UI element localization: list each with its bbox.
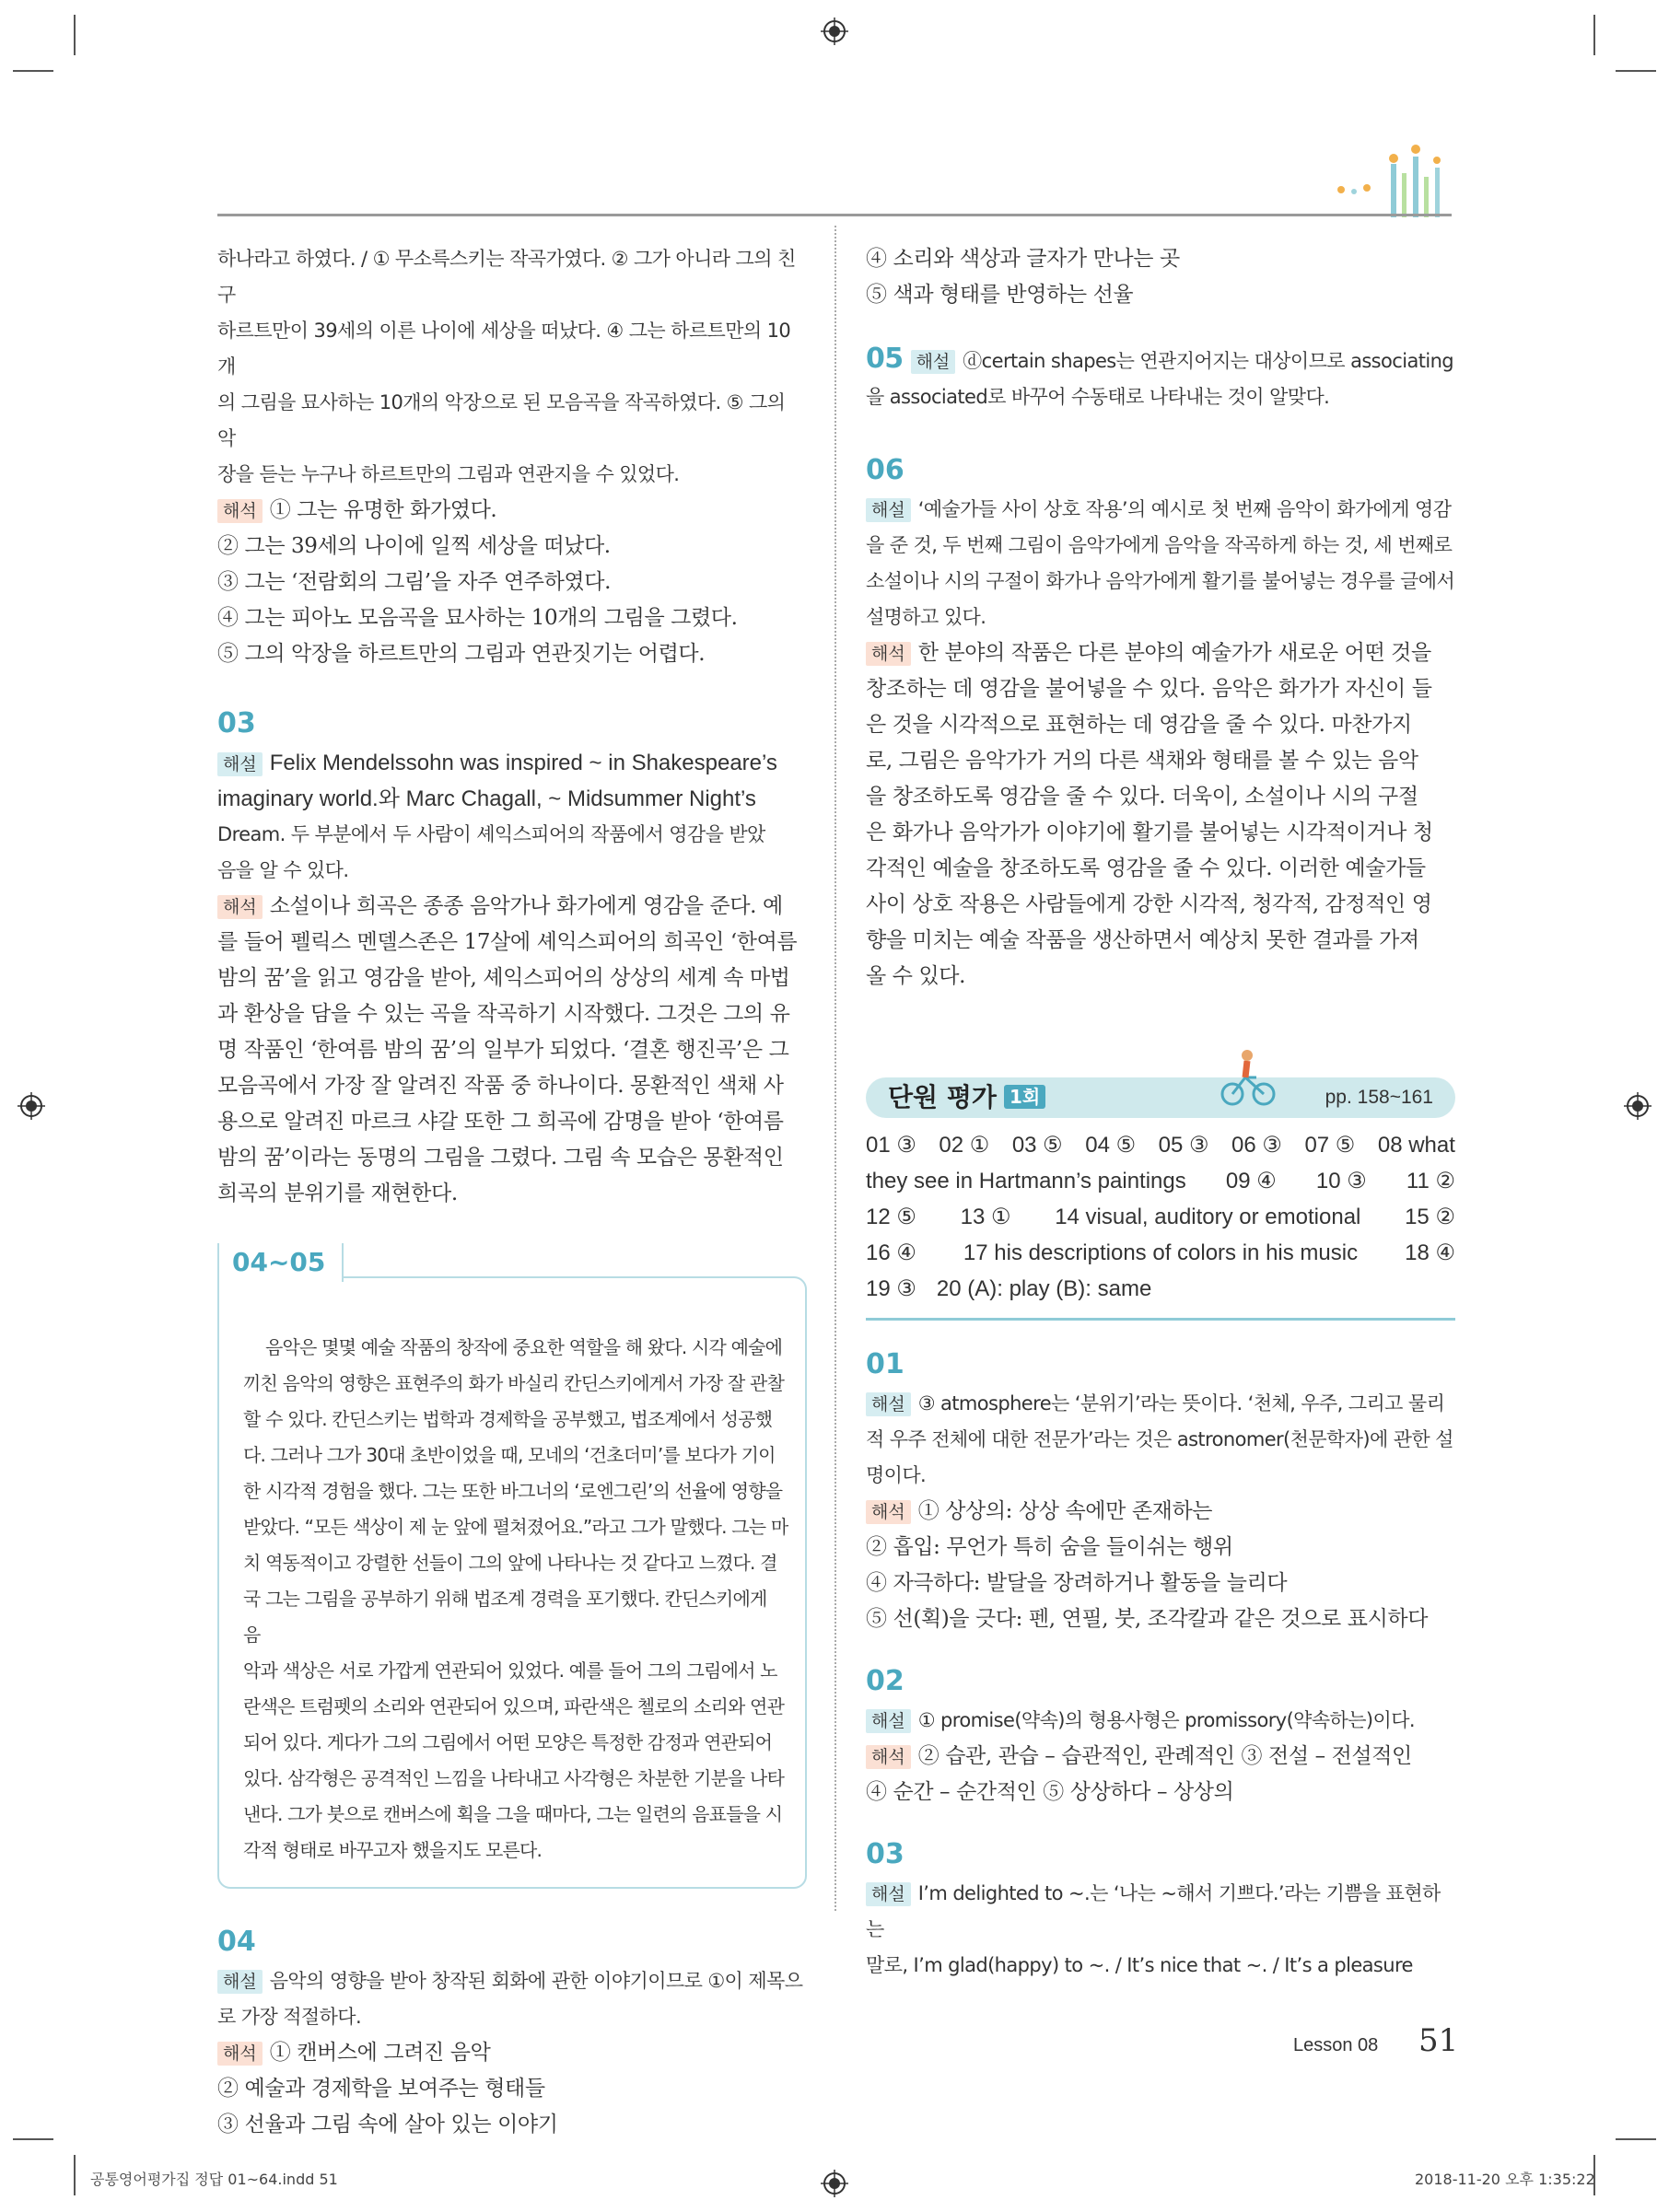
- translation-item: ⑤ 색과 형태를 반영하는 선율: [866, 283, 1134, 307]
- translation-item: ⑤ 그의 악장을 하르트만의 그림과 연관짓기는 어렵다.: [217, 642, 706, 666]
- passage-line: 받았다. “모든 색상이 제 눈 앞에 펼쳐졌어요.”라고 그가 말했다. 그는 마: [243, 1516, 788, 1538]
- answer: 19 ③: [866, 1276, 916, 1301]
- translation-item: ③ 선율과 그림 속에 살아 있는 이야기: [217, 2113, 558, 2136]
- translation-line: 창조하는 데 영감을 불어넣을 수 있다. 음악은 화가가 자신이 들: [866, 677, 1432, 701]
- crop-mark: [74, 15, 76, 55]
- translation-badge: 해석: [217, 895, 263, 919]
- answer: 03 ⑤: [1011, 1133, 1063, 1158]
- translation-item: ② 흡입: 무언가 특히 숨을 들이쉬는 행위: [866, 1535, 1233, 1559]
- translation-item: 해석 ① 캔버스에 그려진 음악: [217, 2035, 807, 2071]
- translation-line: 은 것을 시각적으로 표현하는 데 영감을 줄 수 있다. 마찬가지: [866, 713, 1412, 737]
- passage-line: 각적 형태로 바꾸고자 했을지도 모른다.: [243, 1839, 543, 1861]
- unit-test-banner: [866, 1077, 1455, 1118]
- explanation-line: imaginary world.와 Marc Chagall, ~ Midsummer Night’s: [217, 786, 756, 811]
- explanation-line: 해설 ‘예술가들 사이 상호 작용’의 예시로 첫 번째 음악이 화가에게 영감: [866, 492, 1455, 528]
- translation-badge: 해석: [866, 642, 911, 666]
- q05-explanation: 05 해설 ⓓcertain shapes는 연관지어지는 대상이므로 associating: [866, 343, 1454, 375]
- text-line: 장을 듣는 누구나 하르트만의 그림과 연관지을 수 있었다.: [217, 463, 680, 485]
- translation-item: ③ 그는 ‘전람회의 그림’을 자주 연주하였다.: [217, 570, 611, 594]
- question-number: 03: [217, 707, 256, 739]
- translation-item: ④ 소리와 색상과 글자가 만나는 곳: [866, 247, 1180, 271]
- translation-line: 해석 한 분야의 작품은 다른 분야의 예술가가 새로운 어떤 것을: [866, 635, 1455, 671]
- explanation-line: 음을 알 수 있다.: [217, 859, 349, 881]
- column-divider: [834, 226, 836, 1911]
- answer: 20 (A): play (B): same: [936, 1276, 1152, 1301]
- answer: 07 ⑤: [1304, 1133, 1356, 1158]
- translation-item: 해석 ① 상상의: 상상 속에만 존재하는: [866, 1494, 1455, 1530]
- crop-mark: [1593, 15, 1595, 55]
- explanation-badge: 해설: [911, 350, 956, 374]
- crop-mark: [13, 70, 53, 72]
- translation-line: 사이 상호 작용은 사람들에게 강한 시각적, 청각적, 감정적인 영: [866, 892, 1432, 916]
- explanation-line: 을 준 것, 두 번째 그림이 음악가에게 음악을 작곡하게 하는 것, 세 번째로: [866, 534, 1453, 556]
- print-slug-file: 공통영어평가집 정답 01~64.indd 51: [90, 2171, 338, 2188]
- answer-row: [866, 1271, 1455, 1307]
- answer: 10 ③: [1315, 1169, 1367, 1193]
- explanation-badge: 해설: [866, 1709, 911, 1733]
- bicycle-rider-icon: [1216, 1044, 1280, 1109]
- crop-mark: [13, 2138, 53, 2140]
- passage-line: 악과 색상은 서로 가깝게 연관되어 있었다. 예를 들어 그의 그림에서 노: [243, 1659, 777, 1682]
- answer: 18 ④: [1405, 1240, 1455, 1265]
- translation-line: 명 작품인 ‘한여름 밤의 꿈’의 일부가 되었다. ‘결혼 행진곡’은 그: [217, 1038, 789, 1062]
- translation-item: ④ 순간 – 순간적인 ⑤ 상상하다 – 상상의: [866, 1780, 1234, 1804]
- explanation-line: 해설 ① promise(약속)의 형용사형은 promissory(약속하는)이다.: [866, 1703, 1455, 1739]
- answer: 12 ⑤: [866, 1205, 916, 1229]
- explanation-badge: 해설: [866, 1882, 911, 1906]
- unit-round-badge: 1회: [1004, 1085, 1045, 1109]
- answer-row: [866, 1199, 1455, 1235]
- answer: 05 ③: [1158, 1133, 1209, 1158]
- answer: 13 ①: [960, 1205, 1011, 1229]
- passage-line: 란색은 트럼펫의 소리와 연관되어 있으며, 파란색은 첼로의 소리와 연관: [243, 1695, 785, 1717]
- crop-mark: [1616, 2138, 1656, 2140]
- passage-line: 국 그는 그림을 공부하기 위해 법조계 경력을 포기했다. 칸딘스키에게 음: [243, 1588, 767, 1646]
- passage-line: 할 수 있다. 칸딘스키는 법학과 경제학을 공부했고, 법조계에서 성공했: [243, 1408, 773, 1430]
- passage-line: 한 시각적 경험을 했다. 그는 또한 바그너의 ‘로엔그린’의 선율에 영향을: [243, 1480, 783, 1502]
- translation-item: ② 그는 39세의 나이에 일찍 세상을 떠났다.: [217, 534, 611, 558]
- unit-pages: pp. 158~161: [1325, 1087, 1433, 1108]
- explanation-badge: 해설: [217, 752, 263, 776]
- translation-line: 희곡의 분위기를 재현한다.: [217, 1182, 458, 1205]
- translation-item: 해석 ② 습관, 관습 – 습관적인, 관례적인 ③ 전설 – 전설적인: [866, 1739, 1455, 1775]
- print-slug-date: 2018-11-20 오후 1:35:22: [1415, 2171, 1595, 2188]
- answer: they see in Hartmann’s paintings: [866, 1169, 1186, 1193]
- answer-row: [866, 1235, 1455, 1271]
- page-number: 51: [1418, 2022, 1459, 2059]
- explanation-badge: 해설: [866, 498, 911, 522]
- translation-item: ⑤ 선(획)을 긋다: 펜, 연필, 붓, 조각칼과 같은 것으로 표시하다: [866, 1607, 1429, 1631]
- answer: 16 ④: [866, 1240, 916, 1265]
- unit-title: 단원 평가 1회: [888, 1077, 1045, 1118]
- answer: 06 ③: [1231, 1133, 1282, 1158]
- translation-badge: 해석: [866, 1500, 911, 1524]
- explanation-line: 해설 I’m delighted to ~.는 ‘나는 ~해서 기쁘다.’라는 기쁨을 표현하는: [866, 1882, 1441, 1940]
- translation-line: 해석 소설이나 희곡은 종종 음악가나 화가에게 영감을 준다. 예: [217, 889, 807, 925]
- item-text: ① 그는 유명한 화가였다.: [269, 498, 497, 522]
- question-number: 03: [866, 1838, 905, 1870]
- answer: 14 visual, auditory or emotional: [1055, 1205, 1361, 1229]
- answer-row: [866, 1127, 1455, 1163]
- translation-line: 밤의 꿈’이라는 동명의 그림을 그렸다. 그림 속 모습은 몽환적인: [217, 1146, 784, 1170]
- crop-mark: [1616, 70, 1656, 72]
- left-column: [217, 241, 807, 2143]
- translation-item: [217, 493, 807, 529]
- translation-line: 로, 그림은 음악가가 거의 다른 색채와 형태를 볼 수 있는 음악: [866, 749, 1418, 773]
- registration-mark-icon: [1624, 1092, 1651, 1120]
- explanation-line: 명이다.: [866, 1464, 927, 1486]
- question-number: 01: [866, 1348, 905, 1380]
- translation-item: ④ 자극하다: 발달을 장려하거나 활동을 늘리다: [866, 1571, 1288, 1595]
- plant-illustration-icon: [1323, 136, 1461, 219]
- explanation-badge: 해설: [866, 1392, 911, 1416]
- question-number: 02: [866, 1665, 905, 1697]
- header-rule: [217, 214, 1452, 216]
- answer: 02 ①: [939, 1133, 990, 1158]
- explanation-line: 소설이나 시의 구절이 화가나 음악가에게 활기를 불어넣는 경우를 글에서: [866, 570, 1455, 592]
- translation-line: 모음곡에서 가장 잘 알려진 작품 중 하나이다. 몽환적인 색채 사: [217, 1074, 784, 1098]
- answer: 15 ②: [1405, 1205, 1455, 1229]
- passage-line: 치 역동적이고 강렬한 선들이 그의 앞에 나타나는 것 같다고 느꼈다. 결: [243, 1552, 777, 1574]
- translation-item: ② 예술과 경제학을 보여주는 형태들: [217, 2077, 545, 2101]
- answer: 17 his descriptions of colors in his music: [963, 1240, 1359, 1265]
- translation-badge: 해석: [866, 1745, 911, 1769]
- text-line: 의 그림을 묘사하는 10개의 악장으로 된 모음곡을 작곡하였다. ⑤ 그의 악: [217, 391, 786, 449]
- right-column: [866, 241, 1455, 1984]
- lesson-label: Lesson 08: [1293, 2035, 1379, 2055]
- translation-line: 를 들어 펠릭스 멘델스존은 17살에 셰익스피어의 희곡인 ‘한여름: [217, 930, 798, 954]
- question-number: 06: [866, 454, 905, 486]
- translation-line: 향을 미치는 예술 작품을 생산하면서 예상치 못한 결과를 가져: [866, 928, 1419, 952]
- explanation-line: 해설 Felix Mendelssohn was inspired ~ in Shakespeare’s: [217, 745, 807, 781]
- text-line: 하르트만이 39세의 이른 나이에 세상을 떠났다. ④ 그는 하르트만의 10개: [217, 320, 791, 378]
- answer: 09 ④: [1225, 1169, 1277, 1193]
- translation-line: 밤의 꿈’을 읽고 영감을 받아, 셰익스피어의 상상의 세계 속 마법: [217, 966, 790, 990]
- question-number: 05: [866, 343, 904, 375]
- explanation-line: 해설 음악의 영향을 받아 창작된 회화에 관한 이야기이므로 ①이 제목으: [217, 1963, 807, 1999]
- answer: 01 ③: [866, 1133, 916, 1158]
- explanation-line: 적 우주 전체에 대한 전문가’라는 것은 astronomer(천문학자)에 관한 설: [866, 1428, 1453, 1450]
- passage-line: 다. 그러나 그가 30대 초반이었을 때, 모네의 ‘건초더미’를 보다가 기이: [243, 1444, 776, 1466]
- passage-line: 되어 있다. 게다가 그의 그림에서 어떤 모양은 특정한 감정과 연관되어: [243, 1731, 773, 1753]
- translation-line: 각적인 예술을 창조하도록 영감을 줄 수 있다. 이러한 예술가들: [866, 856, 1426, 880]
- passage-box: [217, 1247, 807, 1889]
- registration-mark-icon: [821, 17, 848, 45]
- passage-tab: 04~05: [217, 1243, 344, 1282]
- translation-badge: 해석: [217, 2042, 263, 2066]
- passage-line: 끼친 음악의 영향은 표현주의 화가 바실리 칸딘스키에게서 가장 잘 관찰: [243, 1372, 785, 1394]
- translation-line: 올 수 있다.: [866, 964, 966, 988]
- translation-item: ④ 그는 피아노 모음곡을 묘사하는 10개의 그림을 그렸다.: [217, 606, 738, 630]
- registration-mark-icon: [821, 2170, 848, 2197]
- translation-line: 을 창조하도록 영감을 줄 수 있다. 더욱이, 소설이나 시의 구절: [866, 785, 1418, 809]
- explanation-line: 설명하고 있다.: [866, 606, 986, 628]
- answer: 08 what: [1377, 1133, 1455, 1158]
- answer: 04 ⑤: [1085, 1133, 1137, 1158]
- translation-line: 용으로 알려진 마르크 샤갈 또한 그 희곡에 감명을 받아 ‘한여름: [217, 1110, 784, 1134]
- explanation-line: 을 associated로 바꾸어 수동태로 나타내는 것이 알맞다.: [866, 386, 1330, 408]
- explanation-line: Dream. 두 부분에서 두 사람이 셰익스피어의 작품에서 영감을 받았: [217, 823, 765, 845]
- registration-mark-icon: [18, 1092, 45, 1120]
- explanation-line: 말로, I’m glad(happy) to ~. / It’s nice that ~. / It’s a pleasure: [866, 1954, 1413, 1976]
- question-number: 04: [217, 1926, 256, 1958]
- passage-line: 있다. 삼각형은 공격적인 느낌을 나타내고 사각형은 차분한 기분을 나타: [243, 1767, 785, 1789]
- explanation-line: 로 가장 적절하다.: [217, 2006, 362, 2028]
- text-line: 하나라고 하였다. / ① 무소륵스키는 작곡가였다. ② 그가 아니라 그의 친구: [217, 248, 796, 306]
- translation-line: 은 화가나 음악가가 이야기에 활기를 불어넣는 시각적이거나 청: [866, 821, 1433, 844]
- crop-mark: [74, 2155, 76, 2195]
- passage-line: 음악은 몇몇 예술 작품의 창작에 중요한 역할을 해 왔다. 시각 예술에: [265, 1336, 783, 1358]
- explanation-badge: 해설: [217, 1970, 263, 1994]
- translation-badge: 해석: [217, 499, 263, 523]
- passage-line: 낸다. 그가 붓으로 캔버스에 획을 그을 때마다, 그는 일련의 음표들을 시: [243, 1803, 783, 1825]
- answer-key: [866, 1127, 1455, 1321]
- explanation-line: 해설 ③ atmosphere는 ‘분위기’라는 뜻이다. ‘천체, 우주, 그리고 물리: [866, 1386, 1455, 1422]
- answer-row: [866, 1163, 1455, 1199]
- answer: 11 ②: [1406, 1169, 1455, 1193]
- translation-line: 과 환상을 담을 수 있는 곡을 작곡하기 시작했다. 그것은 그의 유: [217, 1002, 790, 1026]
